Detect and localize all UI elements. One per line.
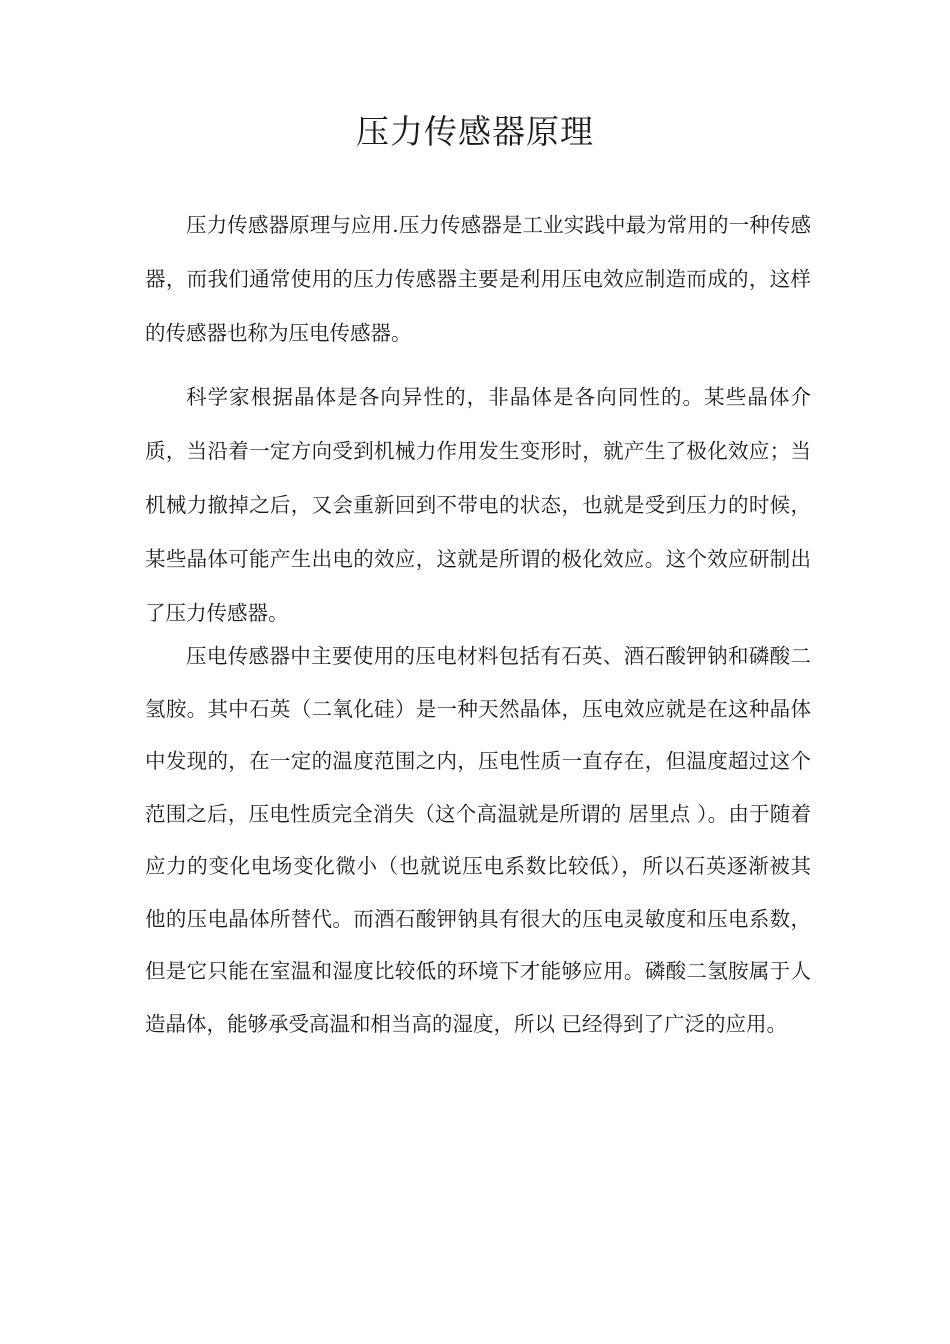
paragraph-materials: 压电传感器中主要使用的压电材料包括有石英、酒石酸钾钠和磷酸二氢胺。其中石英（二氧化硅）是一种天然晶体，压电效应就是在这种晶体中发现的，在一定的温度范围之内，压电性质一直存在，但温度超过这个范围之后，压电性质完全消失（这个高温就是所谓的 居里点 ）。由于随着应力的变化电场变化微小（也就说压电系数比较低），所以石英逐渐被其他的压电晶体所替代。而酒石酸钾钠具有很大的压电灵敏度和压电系数，但是它只能在室温和湿度比较低的环境下才能够应用。磷酸二氢胺属于人造晶体，能够承受高温和相当高的湿度，所以 已经得到了广泛的应用。	[145, 644, 811, 1036]
paragraph-crystal-effect: 科学家根据晶体是各向异性的，非晶体是各向同性的。某些晶体介质，当沿着一定方向受到机械力作用发生变形时，就产生了极化效应；当机械力撤掉之后，又会重新回到不带电的状态，也就是受到压力的时候，某些晶体可能产生出电的效应，这就是所谓的极化效应。这个效应研制出了压力传感器。	[145, 385, 811, 625]
paragraph-intro: 压力传感器原理与应用.压力传感器是工业实践中最为常用的一种传感器，而我们通常使用的压力传感器主要是利用压电效应制造而成的，这样的传感器也称为压电传感器。	[145, 213, 811, 345]
page-title: 压力传感器原理	[356, 112, 594, 151]
